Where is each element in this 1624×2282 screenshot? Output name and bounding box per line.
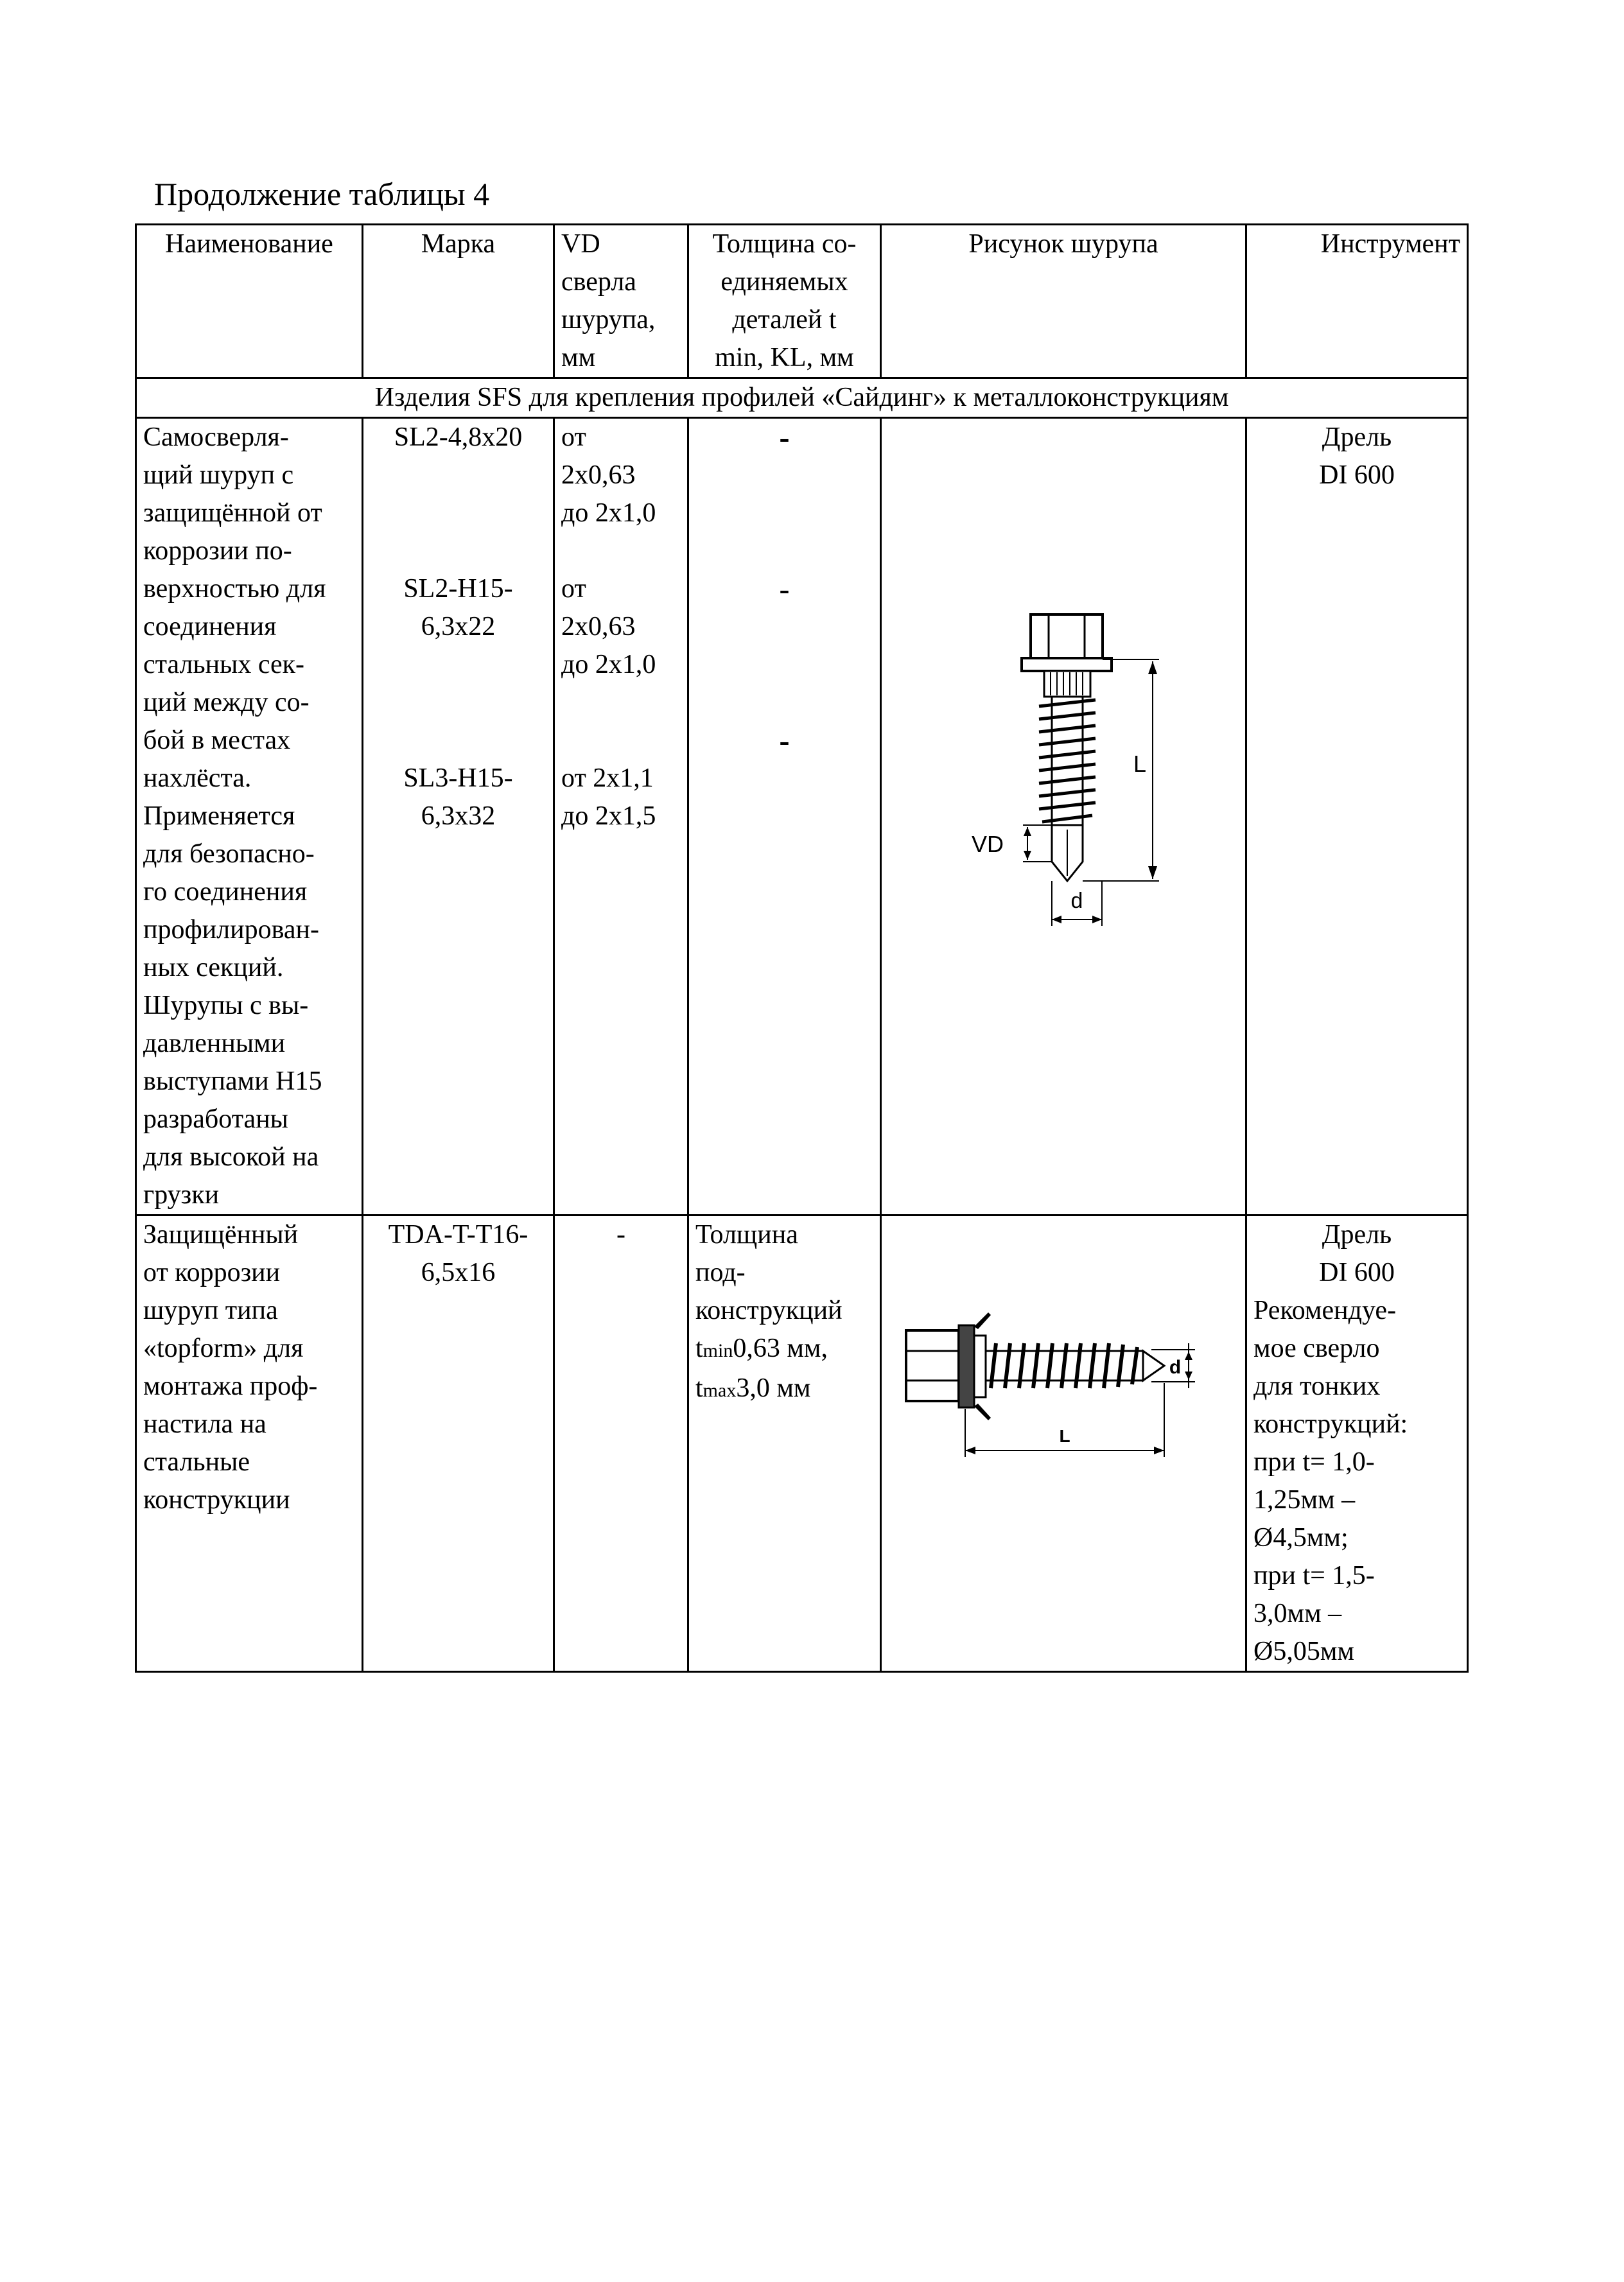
header-vd: VD сверла шурупа, мм [554, 225, 688, 378]
specs-table [135, 223, 1469, 1673]
table-row [136, 418, 1468, 1215]
dim-label-d2: d [1169, 1357, 1182, 1378]
header-name: Наименование [136, 225, 363, 378]
dim-label-VD: VD [971, 831, 1004, 857]
row1-picture [881, 418, 1246, 1215]
table-row [136, 1215, 1468, 1672]
row1-tool: Дрель DI 600 [1246, 418, 1468, 1215]
header-thickness: Толщина со- единяемых деталей t min, KL, мм [688, 225, 881, 378]
header-row [136, 225, 1468, 378]
dim-label-d: d [1070, 889, 1083, 913]
section-title: Изделия SFS для крепления профилей «Сайдинг» к металлоконструкциям [136, 378, 1468, 418]
row1-mark: SL2-4,8x20 SL2-H15- 6,3x22 SL3-H15- 6,3x32 [363, 418, 554, 1215]
row2-picture [881, 1215, 1246, 1672]
dash-c: - [779, 724, 790, 758]
dim-label-L: L [1133, 751, 1147, 777]
row2-thickness: Толщина под- конструкций tmin0,63 мм, tmax3,0 мм [688, 1215, 881, 1672]
dash-a: - [779, 421, 790, 455]
header-mark: Марка [363, 225, 554, 378]
row2-mark: TDA-T-T16- 6,5x16 [363, 1215, 554, 1672]
section-row [136, 378, 1468, 418]
self-drilling-screw-drawing [882, 419, 1241, 1214]
row2-vd: - [554, 1215, 688, 1672]
row1-thickness [688, 418, 881, 1215]
dash-b: - [779, 572, 790, 606]
row2-tool: Дрель DI 600 Рекомендуе- мое сверло для тонких конструкций: при t= 1,0- 1,25мм – Ø4,5мм; при t= 1,5- 3,0мм – Ø5,05мм [1246, 1215, 1468, 1672]
row1-name: Самосверля- щий шуруп с защищённой от коррозии по- верхностью для соединения стальных сек- ций между со- бой в местах нахлёста. Применяется для безопасно- го соединения профилирован- ных секций. Шурупы с вы- давленными выступами Н15 разработаны для высокой на грузки [136, 418, 363, 1215]
dim-label-L2: L [1059, 1426, 1070, 1446]
row1-vd: от 2x0,63 до 2x1,0 от 2x0,63 до 2x1,0 от 2x1,1 до 2x1,5 [554, 418, 688, 1215]
table-caption: Продолжение таблицы 4 [154, 176, 490, 212]
header-tool: Инструмент [1246, 225, 1468, 378]
row2-name: Защищённый от коррозии шуруп типа «topform» для монтажа проф- настила на стальные конструкции [136, 1215, 363, 1672]
header-picture: Рисунок шурупа [881, 225, 1246, 378]
topform-screw-drawing [882, 1216, 1241, 1666]
